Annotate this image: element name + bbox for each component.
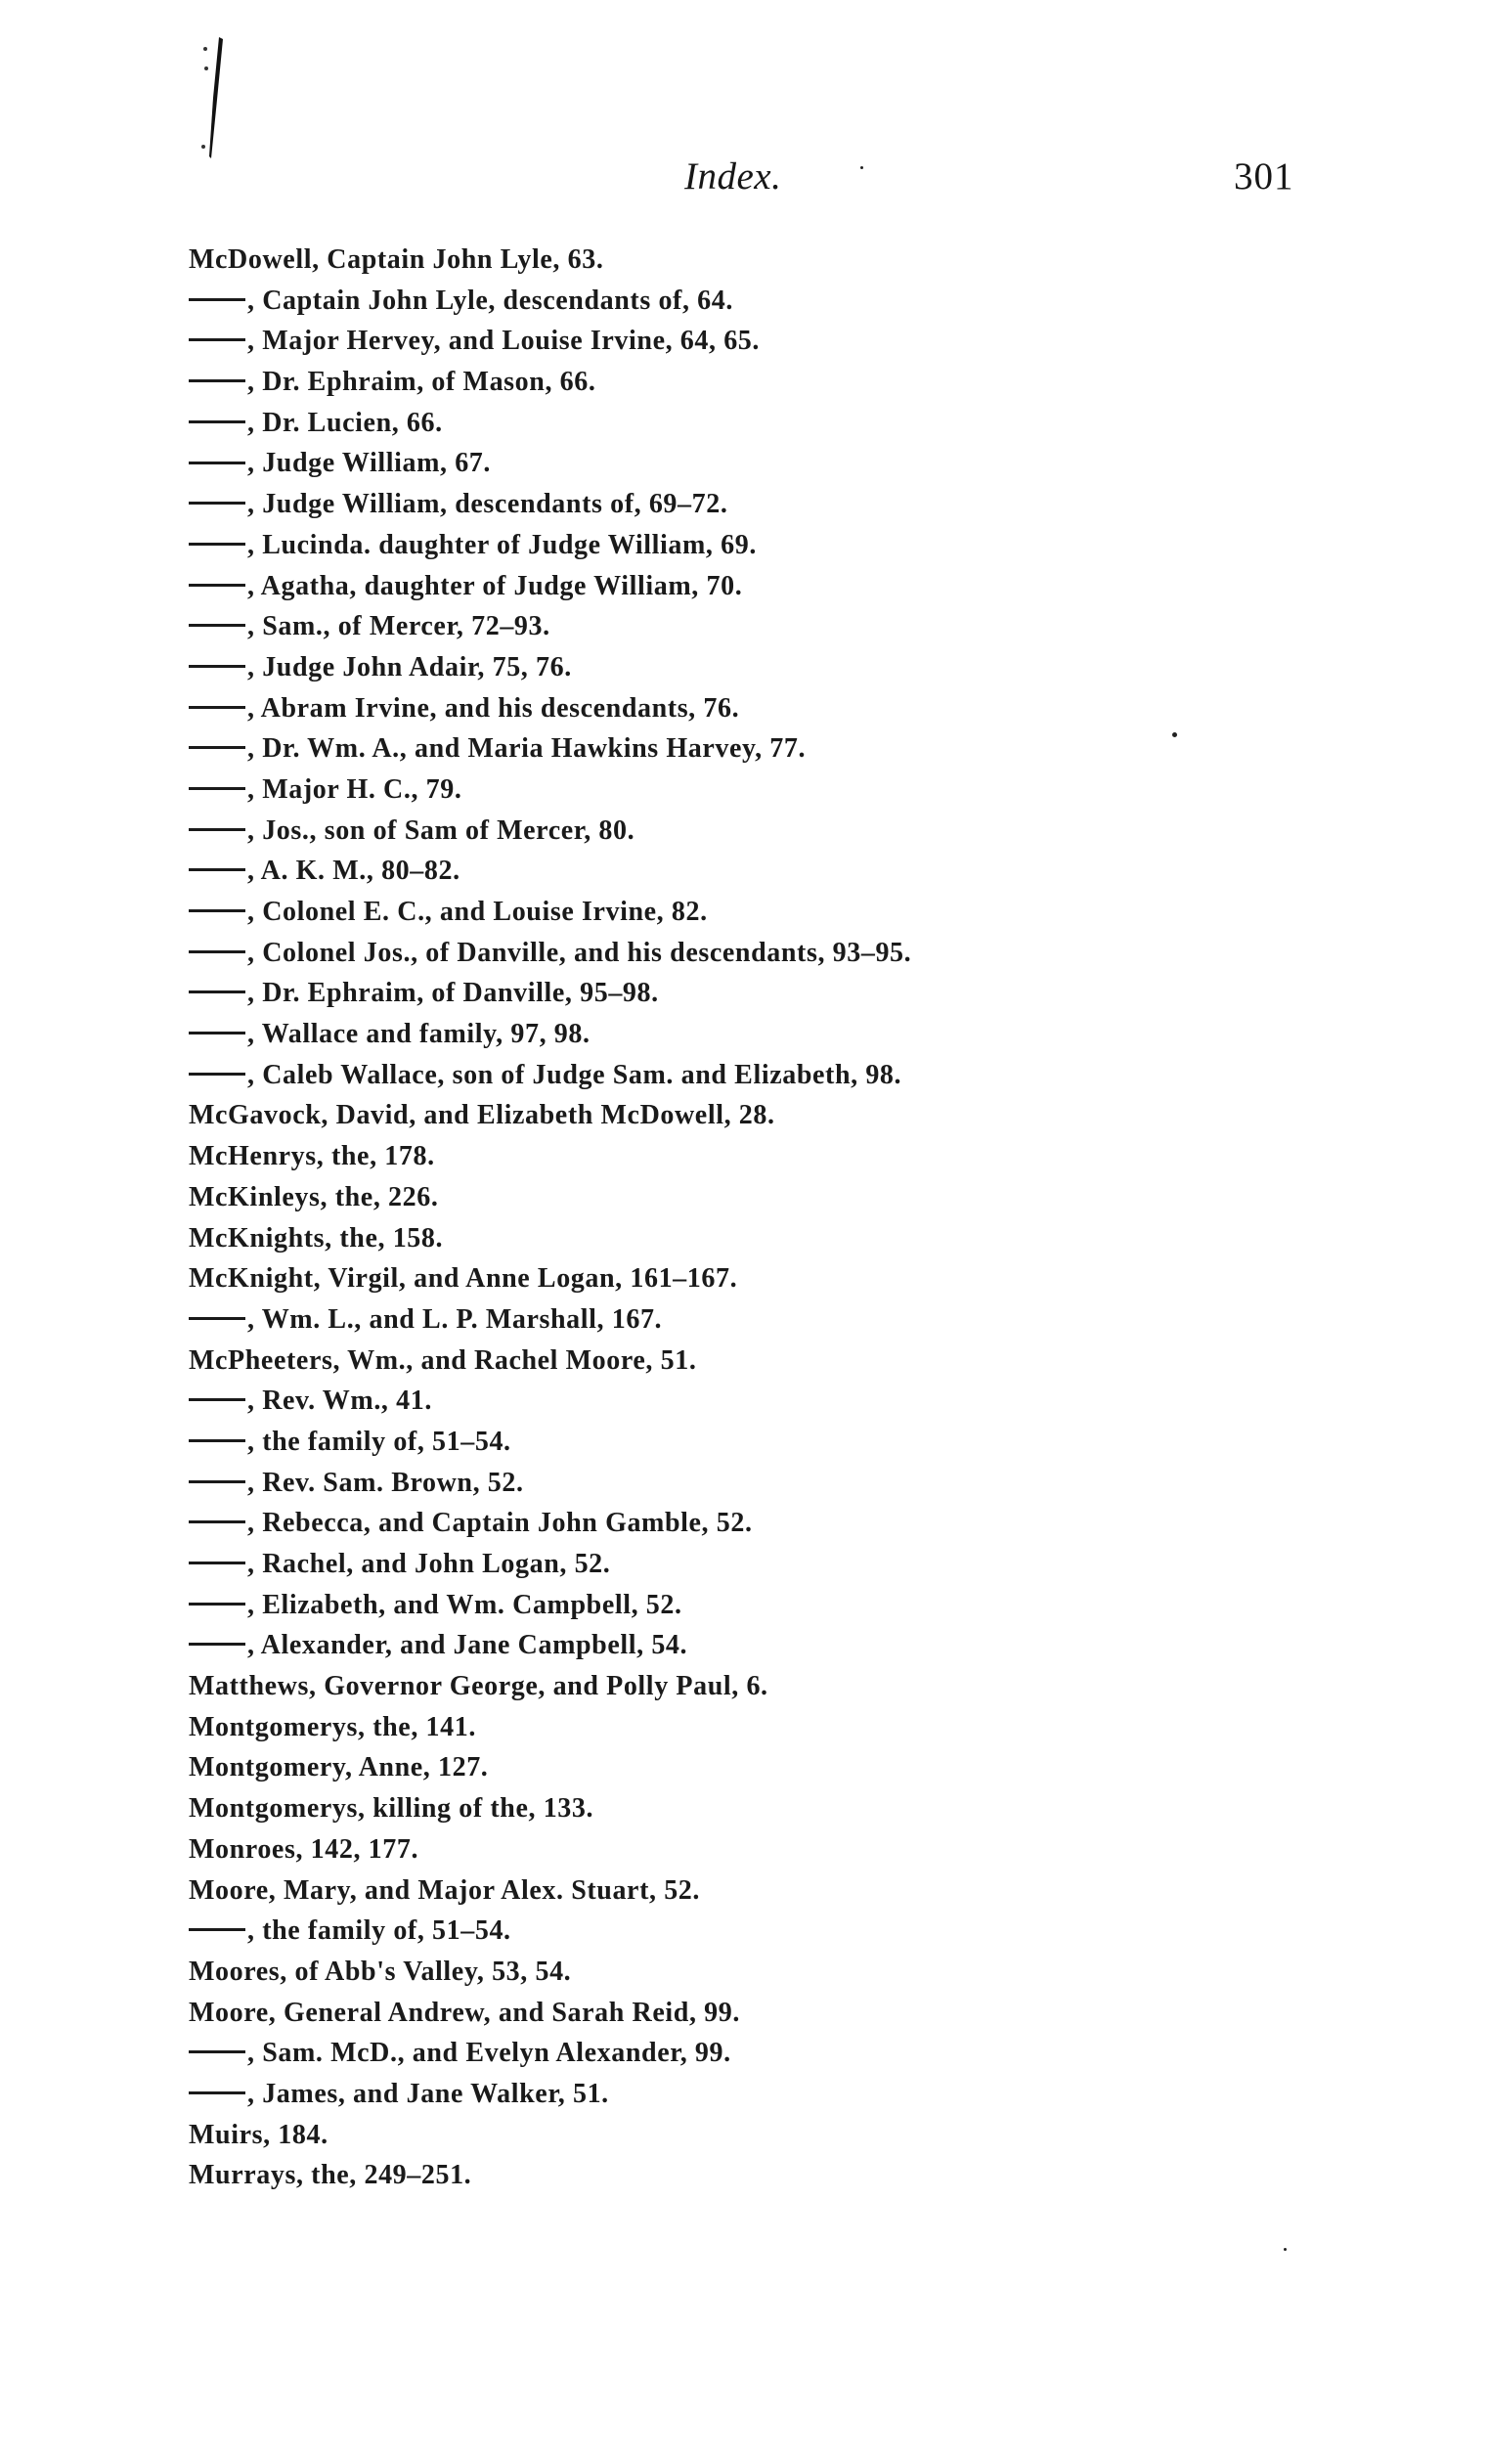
entry-text: Rachel, and John Logan, 52. xyxy=(262,1549,611,1579)
index-subentry: , Wm. L., and L. P. Marshall, 167. xyxy=(189,1299,1313,1341)
ditto-dash xyxy=(189,909,245,912)
ditto-dash xyxy=(189,1603,245,1606)
index-subentry: , Major H. C., 79. xyxy=(189,770,1313,811)
ditto-dash xyxy=(189,379,245,382)
ditto-dash xyxy=(189,1398,245,1401)
index-entry xyxy=(189,1788,1313,1829)
running-header-title: Index. xyxy=(684,155,782,198)
index-subentry: , Jos., son of Sam of Mercer, 80. xyxy=(189,811,1313,852)
entry-text: Montgomerys, the, 141. xyxy=(189,1711,476,1742)
index-entry xyxy=(189,1341,1313,1382)
index-entry xyxy=(189,1707,1313,1748)
entry-text: the family of, 51–54. xyxy=(262,1426,511,1457)
entry-text: Dr. Ephraim, of Mason, 66. xyxy=(262,367,596,398)
index-entries-list xyxy=(189,240,1313,2196)
ink-speck xyxy=(1172,732,1177,737)
entry-text: Wallace and family, 97, 98. xyxy=(261,1019,591,1050)
index-subentry: , Dr. Ephraim, of Danville, 95–98. xyxy=(189,973,1313,1014)
index-subentry: , the family of, 51–54. xyxy=(189,1911,1313,1952)
ditto-dash xyxy=(189,1073,245,1076)
ditto-dash xyxy=(189,543,245,546)
ditto-dash xyxy=(189,1032,245,1034)
index-subentry: , Alexander, and Jane Campbell, 54. xyxy=(189,1625,1313,1666)
index-entry xyxy=(189,1993,1313,2034)
ditto-dash xyxy=(189,665,245,668)
entry-text: McGavock, David, and Elizabeth McDowell, 28. xyxy=(189,1100,775,1131)
index-subentry: , Rachel, and John Logan, 52. xyxy=(189,1544,1313,1585)
ditto-dash xyxy=(189,950,245,953)
entry-text: Montgomerys, killing of the, 133. xyxy=(189,1793,594,1825)
entry-text: Dr. Ephraim, of Danville, 95–98. xyxy=(262,978,659,1009)
entry-text: Matthews, Governor George, and Polly Paul, 6. xyxy=(189,1671,768,1702)
index-subentry: , Rebecca, and Captain John Gamble, 52. xyxy=(189,1503,1313,1544)
index-subentry: , Agatha, daughter of Judge William, 70. xyxy=(189,566,1313,607)
index-subentry: , Sam. McD., and Evelyn Alexander, 99. xyxy=(189,2033,1313,2074)
entry-text: Agatha, daughter of Judge William, 70. xyxy=(260,570,743,601)
index-subentry: , Sam., of Mercer, 72–93. xyxy=(189,606,1313,647)
index-subentry: , James, and Jane Walker, 51. xyxy=(189,2074,1313,2115)
index-subentry: , Judge William, descendants of, 69–72. xyxy=(189,484,1313,525)
index-subentry: , Dr. Wm. A., and Maria Hawkins Harvey, 77. xyxy=(189,728,1313,770)
entry-text: McKnight, Virgil, and Anne Logan, 161–167. xyxy=(189,1263,738,1295)
index-entry xyxy=(189,1258,1313,1299)
index-subentry: , Rev. Wm., 41. xyxy=(189,1381,1313,1422)
entry-text: Rev. Sam. Brown, 52. xyxy=(262,1467,524,1498)
index-subentry: , Colonel Jos., of Danville, and his descendants, 93–95. xyxy=(189,933,1313,974)
entry-text: Muirs, 184. xyxy=(189,2119,328,2150)
index-subentry: , A. K. M., 80–82. xyxy=(189,851,1313,892)
entry-text: Dr. Wm. A., and Maria Hawkins Harvey, 77. xyxy=(262,733,807,765)
ditto-dash xyxy=(189,868,245,871)
entry-text: Captain John Lyle, descendants of, 64. xyxy=(262,285,733,316)
ditto-dash xyxy=(189,420,245,423)
index-subentry: , the family of, 51–54. xyxy=(189,1422,1313,1463)
index-subentry: , Major Hervey, and Louise Irvine, 64, 65. xyxy=(189,321,1313,362)
entry-text: Judge William, 67. xyxy=(262,448,492,479)
ditto-dash xyxy=(189,706,245,709)
entry-text: Colonel E. C., and Louise Irvine, 82. xyxy=(262,897,708,927)
entry-text: Lucinda. daughter of Judge William, 69. xyxy=(262,529,757,560)
ditto-dash xyxy=(189,1520,245,1523)
index-subentry: , Judge William, 67. xyxy=(189,443,1313,484)
ditto-dash xyxy=(189,462,245,464)
index-subentry: , Dr. Lucien, 66. xyxy=(189,403,1313,444)
index-entry xyxy=(189,1095,1313,1136)
entry-text: Judge John Adair, 75, 76. xyxy=(262,651,572,682)
entry-text: Judge William, descendants of, 69–72. xyxy=(262,489,728,520)
ditto-dash xyxy=(189,1480,245,1483)
entry-text: McKnights, the, 158. xyxy=(189,1222,444,1254)
entry-text: Dr. Lucien, 66. xyxy=(262,407,443,438)
ditto-dash xyxy=(189,828,245,831)
index-subentry: , Lucinda. daughter of Judge William, 69. xyxy=(189,525,1313,566)
ditto-dash xyxy=(189,502,245,505)
index-subentry: , Abram Irvine, and his descendants, 76. xyxy=(189,688,1313,729)
entry-text: Wm. L., and L. P. Marshall, 167. xyxy=(261,1303,663,1335)
entry-text: Major H. C., 79. xyxy=(262,773,462,805)
entry-text: Murrays, the, 249–251. xyxy=(189,2160,472,2191)
entry-text: Major Hervey, and Louise Irvine, 64, 65. xyxy=(262,326,760,357)
ditto-dash xyxy=(189,1562,245,1564)
index-subentry: , Elizabeth, and Wm. Campbell, 52. xyxy=(189,1585,1313,1626)
entry-text: McKinleys, the, 226. xyxy=(189,1181,439,1212)
entry-text: Moores, of Abb's Valley, 53, 54. xyxy=(189,1956,572,1987)
ditto-dash xyxy=(189,787,245,790)
ditto-dash xyxy=(189,1317,245,1320)
ditto-dash xyxy=(189,990,245,993)
entry-text: Rebecca, and Captain John Gamble, 52. xyxy=(262,1508,753,1539)
ditto-dash xyxy=(189,2091,245,2094)
index-subentry: , Caleb Wallace, son of Judge Sam. and Elizabeth, 98. xyxy=(189,1055,1313,1096)
entry-text: Moore, Mary, and Major Alex. Stuart, 52. xyxy=(189,1874,701,1906)
entry-text: McPheeters, Wm., and Rachel Moore, 51. xyxy=(189,1344,697,1376)
index-entry xyxy=(189,1870,1313,1912)
entry-text: Caleb Wallace, son of Judge Sam. and Elizabeth, 98. xyxy=(262,1059,902,1090)
entry-text: James, and Jane Walker, 51. xyxy=(262,2078,609,2109)
entry-text: McHenrys, the, 178. xyxy=(189,1141,435,1172)
ditto-dash xyxy=(189,584,245,587)
ditto-dash xyxy=(189,338,245,341)
entry-text: Alexander, and Jane Campbell, 54. xyxy=(260,1630,688,1661)
index-entry xyxy=(189,1747,1313,1788)
entry-text: Abram Irvine, and his descendants, 76. xyxy=(260,692,740,724)
index-subentry: , Rev. Sam. Brown, 52. xyxy=(189,1463,1313,1504)
index-entry xyxy=(189,1952,1313,1993)
index-entry xyxy=(189,1177,1313,1218)
index-subentry: , Captain John Lyle, descendants of, 64. xyxy=(189,281,1313,322)
index-entry xyxy=(189,1136,1313,1177)
index-subentry: , Judge John Adair, 75, 76. xyxy=(189,647,1313,688)
entry-text: Montgomery, Anne, 127. xyxy=(189,1752,489,1783)
entry-text: Jos., son of Sam of Mercer, 80. xyxy=(262,814,635,846)
entry-text: McDowell, Captain John Lyle, 63. xyxy=(189,244,604,275)
entry-text: Elizabeth, and Wm. Campbell, 52. xyxy=(262,1589,682,1620)
entry-text: Sam. McD., and Evelyn Alexander, 99. xyxy=(262,2038,731,2069)
ditto-dash xyxy=(189,1928,245,1931)
entry-text: Monroes, 142, 177. xyxy=(189,1833,419,1865)
entry-text: the family of, 51–54. xyxy=(262,1915,511,1947)
ditto-dash xyxy=(189,1643,245,1646)
entry-text: Sam., of Mercer, 72–93. xyxy=(262,611,550,642)
ditto-dash xyxy=(189,624,245,627)
page-number: 301 xyxy=(1234,155,1294,198)
ink-speck xyxy=(1284,2248,1287,2251)
index-entry xyxy=(189,2115,1313,2156)
entry-text: Colonel Jos., of Danville, and his descendants, 93–95. xyxy=(262,937,912,968)
index-entry xyxy=(189,240,1313,281)
ink-speck xyxy=(860,166,863,169)
entry-text: A. K. M., 80–82. xyxy=(260,856,460,887)
entry-text: Rev. Wm., 41. xyxy=(262,1386,432,1417)
index-entry xyxy=(189,1829,1313,1870)
ditto-dash xyxy=(189,298,245,301)
ditto-dash xyxy=(189,746,245,749)
index-subentry: , Wallace and family, 97, 98. xyxy=(189,1014,1313,1055)
ditto-dash xyxy=(189,2050,245,2053)
index-subentry: , Colonel E. C., and Louise Irvine, 82. xyxy=(189,892,1313,933)
index-entry xyxy=(189,2155,1313,2196)
index-entry xyxy=(189,1218,1313,1259)
ditto-dash xyxy=(189,1439,245,1442)
index-subentry: , Dr. Ephraim, of Mason, 66. xyxy=(189,362,1313,403)
pencil-mark xyxy=(192,29,241,176)
index-entry xyxy=(189,1666,1313,1707)
entry-text: Moore, General Andrew, and Sarah Reid, 99. xyxy=(189,1997,740,2028)
